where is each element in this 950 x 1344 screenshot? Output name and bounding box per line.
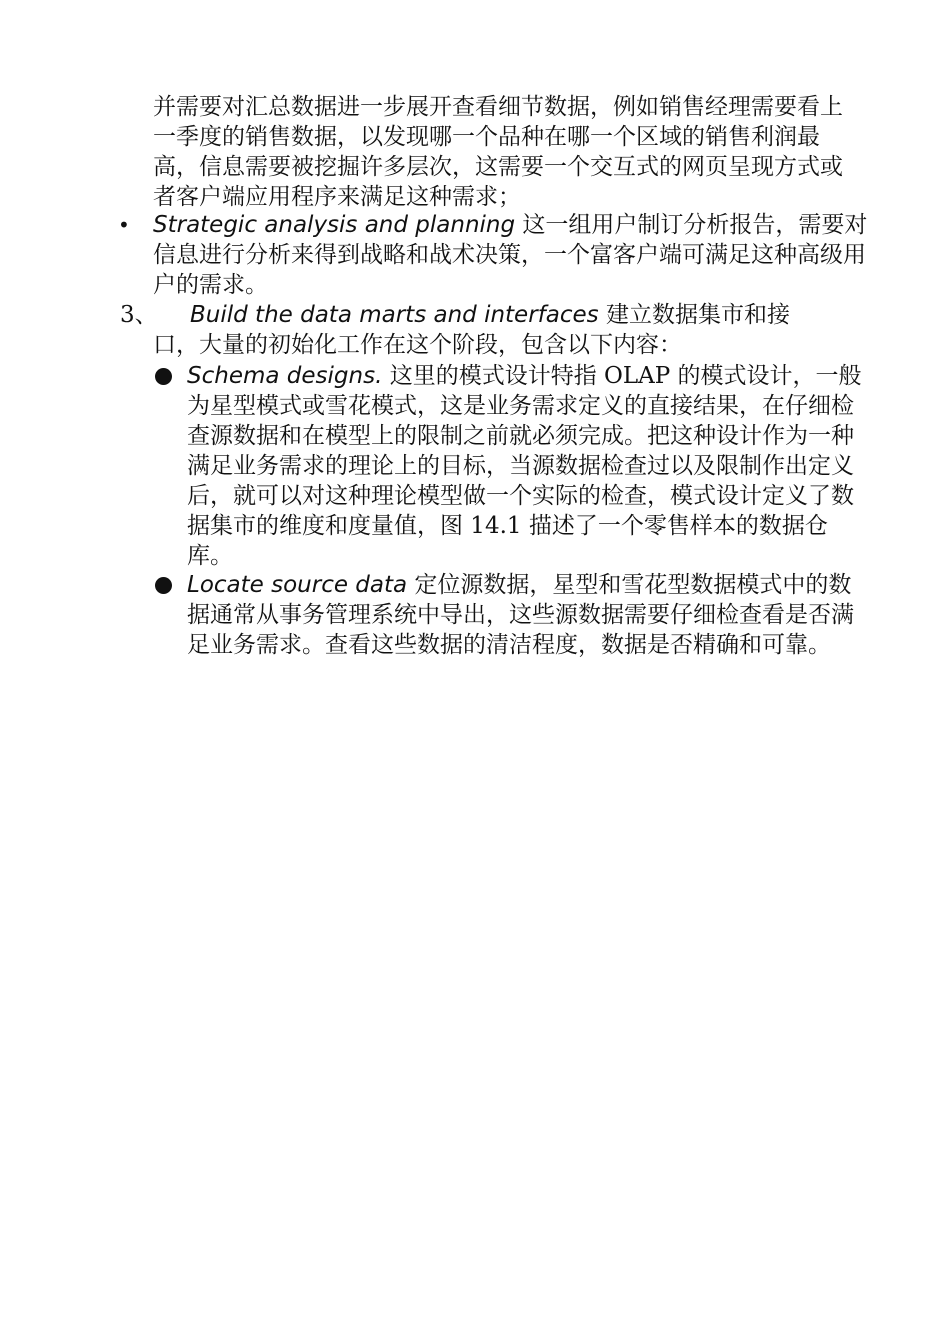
bullet-schema-designs	[187, 361, 867, 571]
small-bullet-icon: •	[118, 213, 130, 237]
bullet-locate-text: 定位源数据，星型和雪花型数据模式中的数据通常从事务管理系统中导出，这些源数据需要仔细检查看是否满足业务需求。查看这些数据的清洁程度，数据是否精确和可靠。	[187, 572, 854, 658]
item-3-text-line2: 口，大量的初始化工作在这个阶段，包含以下内容：	[153, 332, 682, 358]
continuation-paragraph: 并需要对汇总数据进一步展开查看细节数据，例如销售经理需要看上一季度的销售数据，以发现哪一个品种在哪一个区域的销售利润最高，信息需要被挖掘许多层次，这需要一个交互式的网页呈现方式或者客户端应用程序来满足这种需求；	[153, 94, 843, 210]
bullet-locate-source-data	[187, 570, 857, 660]
bullet-strategic-text: 这一组用户制订分析报告，需要对信息进行分析来得到战略和战术决策，一个富客户端可满足这种高级用户的需求。	[153, 212, 868, 298]
bullet-dot-icon	[155, 577, 172, 594]
item-3-text-line1: 建立数据集市和接	[598, 302, 790, 328]
item-3-heading	[190, 300, 870, 330]
bullet-strategic-analysis	[153, 210, 873, 300]
bullet-dot-icon	[155, 368, 172, 385]
bullet-schema-text: 这里的模式设计特指 OLAP 的模式设计，一般为星型模式或雪花模式，这是业务需求定义的直接结果，在仔细检查源数据和在模型上的限制之前就必须完成。把这种设计作为一种满足业务需求的理论上的目标，当源数据检查过以及限制作出定义后，就可以对这种理论模型做一个实际的检查，模式设计定义了数据集市的维度和度量值，图 14.1 描述了一个零售样本的数据仓库。	[187, 363, 862, 569]
bullet-strategic-title: Strategic analysis and planning	[153, 212, 516, 238]
bullet-schema-title: Schema designs.	[187, 363, 383, 389]
item-3-title: Build the data marts and interfaces	[190, 302, 599, 328]
bullet-locate-title: Locate source data	[187, 572, 408, 598]
item-3-number: 3、	[120, 302, 158, 328]
